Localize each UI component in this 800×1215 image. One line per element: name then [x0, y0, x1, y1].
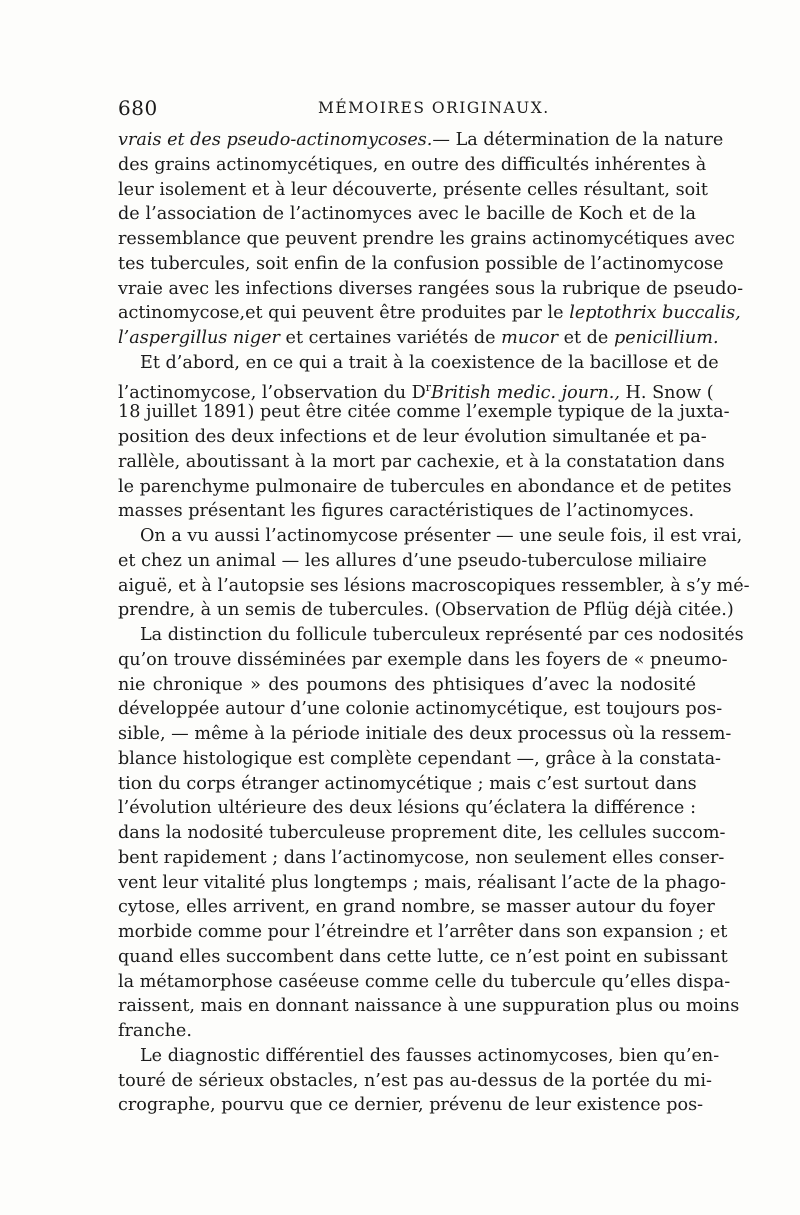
text-run: raissent, mais en donnant naissance à une suppuration plus ou moins	[118, 996, 740, 1017]
text-run: — La détermination de la nature	[432, 130, 724, 150]
text-line	[118, 1044, 720, 1069]
text-run: qu’on trouve disséminées par exemple dans les foyers de « pneumo-	[118, 649, 728, 670]
text-line	[118, 400, 730, 425]
text-line	[118, 301, 741, 326]
text-run: quand elles succombent dans cette lutte, ce n’est point en subissant	[118, 946, 728, 967]
text-line	[118, 846, 725, 871]
text-run: Et d’abord, en ce qui a trait à la coexistence de la bacillose et de	[140, 352, 719, 373]
text-run: et certaines variétés de	[279, 328, 502, 348]
text-run: vent leur vitalité plus longtemps ; mais, réalisant l’acte de la phago-	[118, 872, 726, 893]
text-run: tes tubercules, soit enfin de la confusion possible de l’actinomycose	[118, 253, 724, 274]
text-line	[118, 524, 743, 549]
text-line	[118, 598, 734, 623]
text-line	[118, 202, 696, 227]
text-run: l’évolution ultérieure des deux lésions qu’éclatera la différence :	[118, 798, 696, 819]
text-run: position des deux infections et de leur évolution simultanée et pa-	[118, 427, 707, 447]
text-line	[118, 871, 726, 896]
text-line	[118, 772, 696, 797]
text-run: l’actinomycose, l’observation du D	[118, 382, 426, 403]
text-line	[118, 945, 728, 970]
italic-text: leptothrix buccalis,	[569, 303, 741, 324]
text-line	[118, 153, 707, 178]
text-run: la métamorphose caséeuse comme celle du tubercule qu’elles dispa-	[118, 971, 731, 992]
text-line	[118, 1069, 712, 1094]
text-run: aiguë, et à l’autopsie ses lésions macroscopiques ressembler, à s’y mé-	[118, 575, 750, 596]
text-run: franche.	[118, 1021, 192, 1041]
text-line	[118, 351, 719, 376]
text-line	[118, 376, 714, 403]
text-line	[118, 648, 728, 673]
text-line	[118, 895, 715, 920]
text-line	[118, 697, 723, 722]
text-run: cytose, elles arrivent, en grand nombre, se masser autour du foyer	[118, 897, 715, 918]
text-line	[118, 623, 744, 648]
text-line	[118, 1093, 704, 1118]
text-run: Le diagnostic différentiel des fausses actinomycoses, bien qu’en-	[140, 1045, 720, 1066]
text-run: de l’association de l’actinomyces avec le bacille de Koch et de la	[118, 204, 696, 225]
italic-text: penicillium.	[613, 328, 719, 348]
running-title: MÉMOIRES ORIGINAUX.	[318, 99, 550, 117]
text-line	[118, 574, 750, 599]
body-text	[118, 128, 750, 1118]
page-number: 680	[118, 96, 158, 120]
italic-text: l’aspergillus niger	[118, 328, 280, 348]
text-line	[118, 970, 731, 995]
text-line	[118, 1019, 696, 1044]
text-line	[118, 425, 707, 450]
text-run: touré de sérieux obstacles, n’est pas au-dessus de la portée du mi-	[118, 1070, 712, 1091]
text-line	[118, 722, 732, 747]
text-line	[118, 821, 726, 846]
italic-text: mucor	[501, 328, 558, 348]
text-run: et chez un animal — les allures d’une pseudo-tuberculose miliaire	[118, 550, 707, 571]
text-run: blance histologique est complète cependant —, grâce à la constata-	[118, 748, 722, 769]
superscript-text: r	[425, 380, 432, 394]
text-line	[118, 920, 728, 945]
text-run: actinomycose,et qui peuvent être produites par le	[118, 303, 570, 324]
text-line	[118, 252, 724, 277]
text-run: et de	[558, 328, 614, 348]
text-line	[118, 475, 732, 500]
page-header	[118, 96, 698, 124]
text-run: développée autour d’une colonie actinomycétique, est toujours pos-	[118, 699, 723, 720]
text-run: le parenchyme pulmonaire de tubercules en abondance et de petites	[118, 476, 732, 497]
text-line	[118, 994, 740, 1019]
text-run: bent rapidement ; dans l’actinomycose, non seulement elles conser-	[118, 847, 725, 868]
text-run: morbide comme pour l’étreindre et l’arrêter dans son expansion ; et	[118, 922, 728, 942]
italic-text: vrais et des pseudo-actinomycoses.	[118, 130, 433, 150]
text-run: H. Snow (	[619, 382, 714, 403]
text-run: sible, — même à la période initiale des deux processus où la ressem-	[118, 724, 732, 744]
text-run: On a vu aussi l’actinomycose présenter — une seule fois, il est vrai,	[140, 526, 743, 546]
text-run: crographe, pourvu que ce dernier, prévenu de leur existence pos-	[118, 1095, 704, 1116]
text-run: dans la nodosité tuberculeuse proprement dite, les cellules succom-	[118, 823, 726, 843]
text-run: masses présentant les figures caractéristiques de l’actinomyces.	[118, 501, 695, 522]
text-run: vraie avec les infections diverses rangées sous la rubrique de pseudo-	[118, 278, 744, 299]
text-run: leur isolement et à leur découverte, présente celles résultant, soit	[118, 179, 708, 200]
text-line	[118, 796, 696, 821]
text-line	[118, 277, 744, 302]
text-line	[118, 549, 707, 574]
text-run: tion du corps étranger actinomycétique ; mais c’est surtout dans	[118, 773, 697, 794]
text-line	[118, 499, 696, 524]
text-line	[118, 450, 725, 475]
text-line	[118, 178, 708, 203]
text-line	[118, 673, 696, 698]
italic-text: British medic. journ.,	[431, 382, 620, 403]
text-line	[118, 326, 719, 351]
text-line	[118, 227, 735, 252]
text-run: prendre, à un semis de tubercules. (Observation de Pflüg déjà citée.)	[118, 600, 734, 621]
text-run: 18 juillet 1891) peut être citée comme l’exemple typique de la juxta-	[118, 402, 730, 423]
text-line	[118, 747, 722, 772]
text-run: La distinction du follicule tuberculeux représenté par ces nodosités	[140, 625, 744, 645]
text-run: nie chronique » des poumons des phtisiques d’avec la nodosité	[118, 674, 696, 695]
text-run: ressemblance que peuvent prendre les grains actinomycétiques avec	[118, 229, 735, 249]
text-line	[118, 128, 724, 153]
text-run: rallèle, aboutissant à la mort par cachexie, et à la constatation dans	[118, 451, 725, 472]
text-run: des grains actinomycétiques, en outre des difficultés inhérentes à	[118, 154, 707, 175]
